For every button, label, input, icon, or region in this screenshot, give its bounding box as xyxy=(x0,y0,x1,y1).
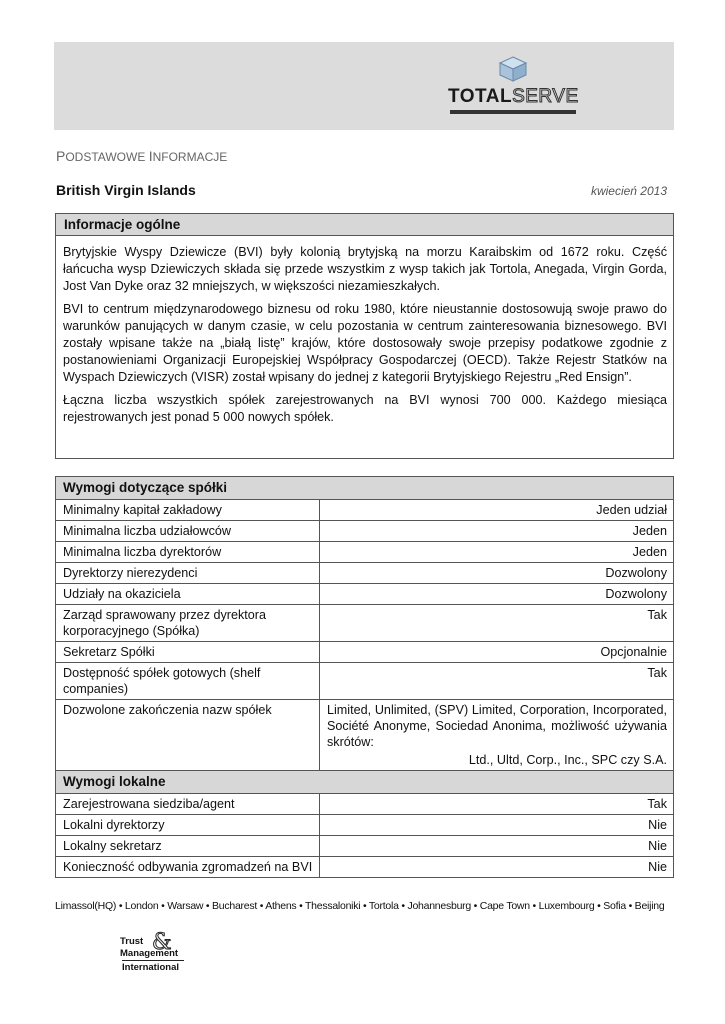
table-row xyxy=(56,700,674,771)
tmi-word: International xyxy=(122,960,184,973)
table-row xyxy=(56,605,674,642)
suffix-list: Limited, Unlimited, (SPV) Limited, Corporation, Incorporated, Société Anonyme, Sociedad Anonima, możliwość używania skrótów: xyxy=(327,703,667,749)
row-label: Minimalna liczba dyrektorów xyxy=(56,542,320,563)
logo-wordmark: TOTALSERVE xyxy=(448,86,579,107)
table-row xyxy=(56,521,674,542)
table-row xyxy=(56,663,674,700)
table-row xyxy=(56,794,674,815)
section-label: PODSTAWOWE INFORMACJE xyxy=(56,148,228,164)
general-paragraph: Łączna liczba wszystkich spółek zarejestrowanych na BVI wynosi 700 000. Każdego miesiąca rejestrowanych jest ponad 5 000 nowych spółek. xyxy=(63,393,667,424)
row-value: Nie xyxy=(320,857,674,878)
table-row xyxy=(56,542,674,563)
row-value: Nie xyxy=(320,836,674,857)
row-label: Minimalny kapitał zakładowy xyxy=(56,500,320,521)
row-label: Dozwolone zakończenia nazw spółek xyxy=(56,700,320,771)
general-paragraph: BVI to centrum międzynarodowego biznesu od roku 1980, które nieustannie dostosowują swoje prawo do warunków panujących w danym czasie, w celu pozostania w centrum zainteresowania biznesowego. BVI zostały wpisane także na „białą listę” krajów, które dostosowały swoje przepisy podatkowe zgodnie z postanowieniami Organizacji Europejskiej Współpracy Gospodarczej (OECD). Także Rejestr Statków na Wyspach Dziewiczych (VISR) został wpisany do jednej z kategorii Brytyjskiego Rejestru „Red Ensign”. xyxy=(63,302,667,384)
tmi-word: Management xyxy=(120,948,179,959)
general-info-box xyxy=(55,213,674,459)
local-requirements-heading: Wymogi lokalne xyxy=(56,771,674,794)
ampersand-mark: & xyxy=(152,930,172,955)
header-band xyxy=(54,42,674,130)
row-value xyxy=(320,700,674,771)
office-locations: Limassol(HQ) • London • Warsaw • Bucharest • Athens • Thessaloniki • Tortola • Johannesburg • Cape Town • Luxembourg • Sofia • Beijing xyxy=(55,900,665,912)
table-row xyxy=(56,584,674,605)
company-requirements-heading: Wymogi dotyczące spółki xyxy=(56,477,674,500)
table-row xyxy=(56,857,674,878)
row-label: Udziały na okaziciela xyxy=(56,584,320,605)
row-label: Dyrektorzy nierezydenci xyxy=(56,563,320,584)
general-info-heading: Informacje ogólne xyxy=(56,214,673,236)
row-label: Minimalna liczba udziałowców xyxy=(56,521,320,542)
row-value: Jeden udział xyxy=(320,500,674,521)
row-value: Tak xyxy=(320,663,674,700)
row-label: Konieczność odbywania zgromadzeń na BVI xyxy=(56,857,320,878)
table-row xyxy=(56,815,674,836)
row-label: Dostępność spółek gotowych (shelf companies) xyxy=(56,663,320,700)
suffix-abbreviations: Ltd., Ultd, Corp., Inc., SPC czy S.A. xyxy=(468,753,667,767)
general-paragraph: Brytyjskie Wyspy Dziewicze (BVI) były kolonią brytyjską na morzu Karaibskim od 1672 roku. Część łańcucha wysp Dziewiczych składa się przede wszystkim z wysp takich jak Tortola, Anegada, Virgin Gorda, Jost Van Dyke oraz 32 mniejszych, w większości niezamieszkałych. xyxy=(63,245,667,293)
row-value: Tak xyxy=(320,605,674,642)
row-label: Zarejestrowana siedziba/agent xyxy=(56,794,320,815)
row-label: Zarząd sprawowany przez dyrektora korporacyjnego (Spółka) xyxy=(56,605,320,642)
row-value: Jeden xyxy=(320,542,674,563)
row-value: Opcjonalnie xyxy=(320,642,674,663)
page-title: British Virgin Islands xyxy=(56,182,196,198)
tmi-logo xyxy=(120,930,190,978)
row-label: Lokalny sekretarz xyxy=(56,836,320,857)
row-value: Dozwolony xyxy=(320,563,674,584)
tmi-word: Trust xyxy=(120,936,144,947)
requirements-table xyxy=(55,476,674,878)
row-value: Nie xyxy=(320,815,674,836)
row-value: Dozwolony xyxy=(320,584,674,605)
row-value: Tak xyxy=(320,794,674,815)
logo-underline xyxy=(450,110,576,114)
totalserve-logo xyxy=(448,50,578,120)
row-label: Lokalni dyrektorzy xyxy=(56,815,320,836)
document-date: kwiecień 2013 xyxy=(590,184,667,198)
table-row xyxy=(56,642,674,663)
cube-icon xyxy=(498,56,528,82)
table-row xyxy=(56,836,674,857)
row-label: Sekretarz Spółki xyxy=(56,642,320,663)
table-row xyxy=(56,563,674,584)
row-value: Jeden xyxy=(320,521,674,542)
table-row xyxy=(56,500,674,521)
